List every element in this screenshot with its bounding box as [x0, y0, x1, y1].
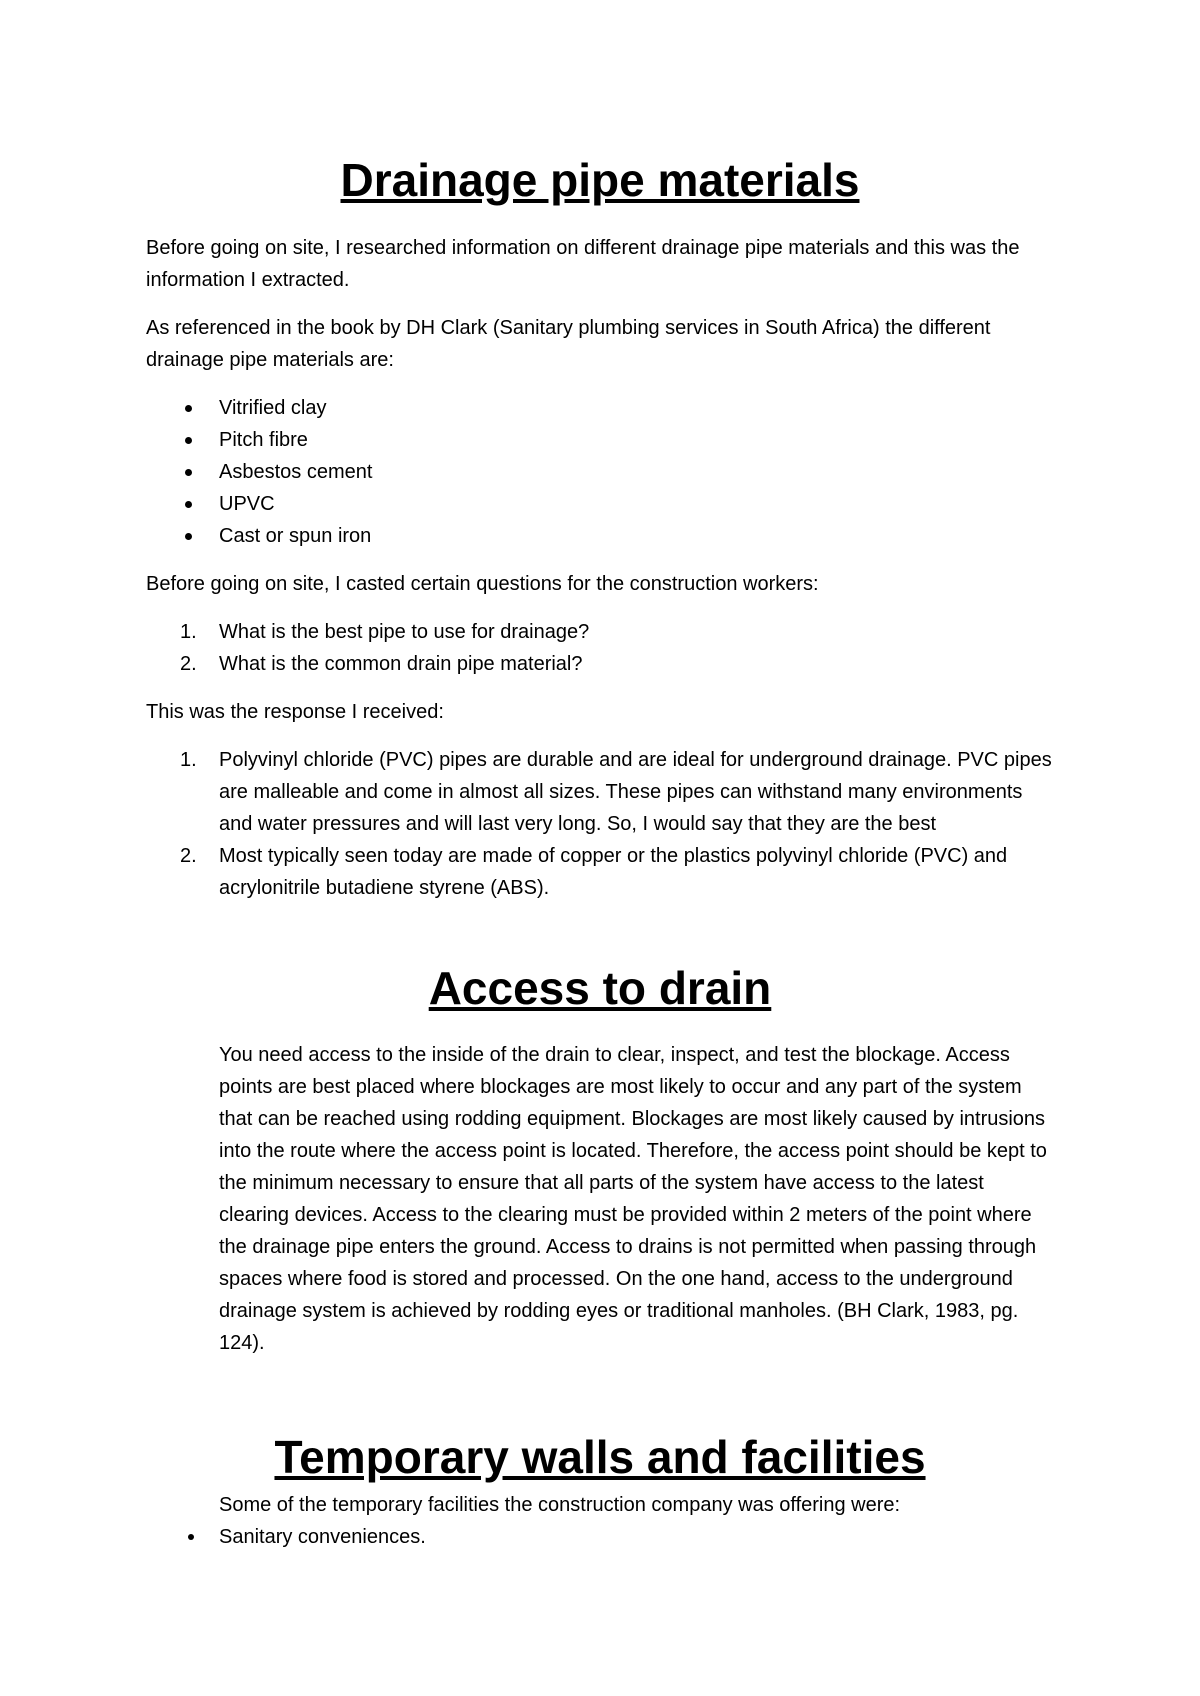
list-item: 2. What is the common drain pipe material? — [180, 653, 583, 675]
list-item: 1. Polyvinyl chloride (PVC) pipes are durable and are ideal for underground drainage. PVC pipes are malleable and come in almost all sizes. These pipes can withstand many environments and water pressures and will last very long. So, I would say that they are the best — [180, 749, 1052, 835]
materials-list — [146, 392, 1054, 552]
bullet-icon — [185, 437, 192, 444]
temporary-title: Temporary walls and facilities — [274, 1431, 926, 1483]
access-section-body — [146, 1039, 1054, 1359]
bullet-icon — [188, 1534, 194, 1540]
list-item: 1. What is the best pipe to use for drainage? — [180, 621, 590, 643]
questions-intro: Before going on site, I casted certain questions for the construction workers: — [146, 573, 819, 595]
bullet-icon — [185, 405, 192, 412]
responses-list — [146, 744, 1054, 904]
temporary-list — [146, 1521, 1054, 1553]
drainage-section-body — [146, 232, 1054, 904]
temporary-section-title-wrap — [146, 1429, 1054, 1485]
access-paragraph: You need access to the inside of the drain to clear, inspect, and test the blockage. Access points are best placed where blockages are most likely to occur and any part of the system that can be reached using rodding equipment. Blockages are most likely caused by intrusions into the route where the access point is located. Therefore, the access point should be kept to the minimum necessary to ensure that all parts of the system have access to the latest clearing devices. Access to the clearing must be provided within 2 meters of the point where the drainage pipe enters the ground. Access to drains is not permitted when passing through spaces where food is stored and processed. On the one hand, access to the underground drainage system is achieved by rodding eyes or traditional manholes. (BH Clark, 1983, pg. 124). — [219, 1044, 1047, 1354]
list-item: 2. Most typically seen today are made of copper or the plastics polyvinyl chloride (PVC) and acrylonitrile butadiene styrene (ABS). — [180, 845, 1008, 899]
list-item: Vitrified clay — [146, 392, 1054, 424]
list-item: Asbestos cement — [146, 456, 1054, 488]
access-section-title-wrap — [146, 960, 1054, 1016]
questions-list — [146, 616, 1054, 680]
intro-paragraph: Before going on site, I researched information on different drainage pipe materials and this was the information I extracted. — [146, 237, 1020, 291]
bullet-icon — [185, 469, 192, 476]
bullet-icon — [185, 501, 192, 508]
list-item: Pitch fibre — [146, 424, 1054, 456]
drainage-title: Drainage pipe materials — [340, 154, 860, 206]
temporary-section-body — [146, 1489, 1054, 1553]
list-item: Sanitary conveniences. — [146, 1521, 1054, 1553]
reference-paragraph: As referenced in the book by DH Clark (Sanitary plumbing services in South Africa) the different drainage pipe materials are: — [146, 317, 991, 371]
list-item: UPVC — [146, 488, 1054, 520]
list-item: Cast or spun iron — [146, 520, 1054, 552]
access-title: Access to drain — [428, 962, 772, 1014]
drainage-section-title-wrap — [146, 152, 1054, 208]
temporary-intro: Some of the temporary facilities the construction company was offering were: — [219, 1494, 901, 1516]
bullet-icon — [185, 533, 192, 540]
response-intro: This was the response I received: — [146, 701, 444, 723]
